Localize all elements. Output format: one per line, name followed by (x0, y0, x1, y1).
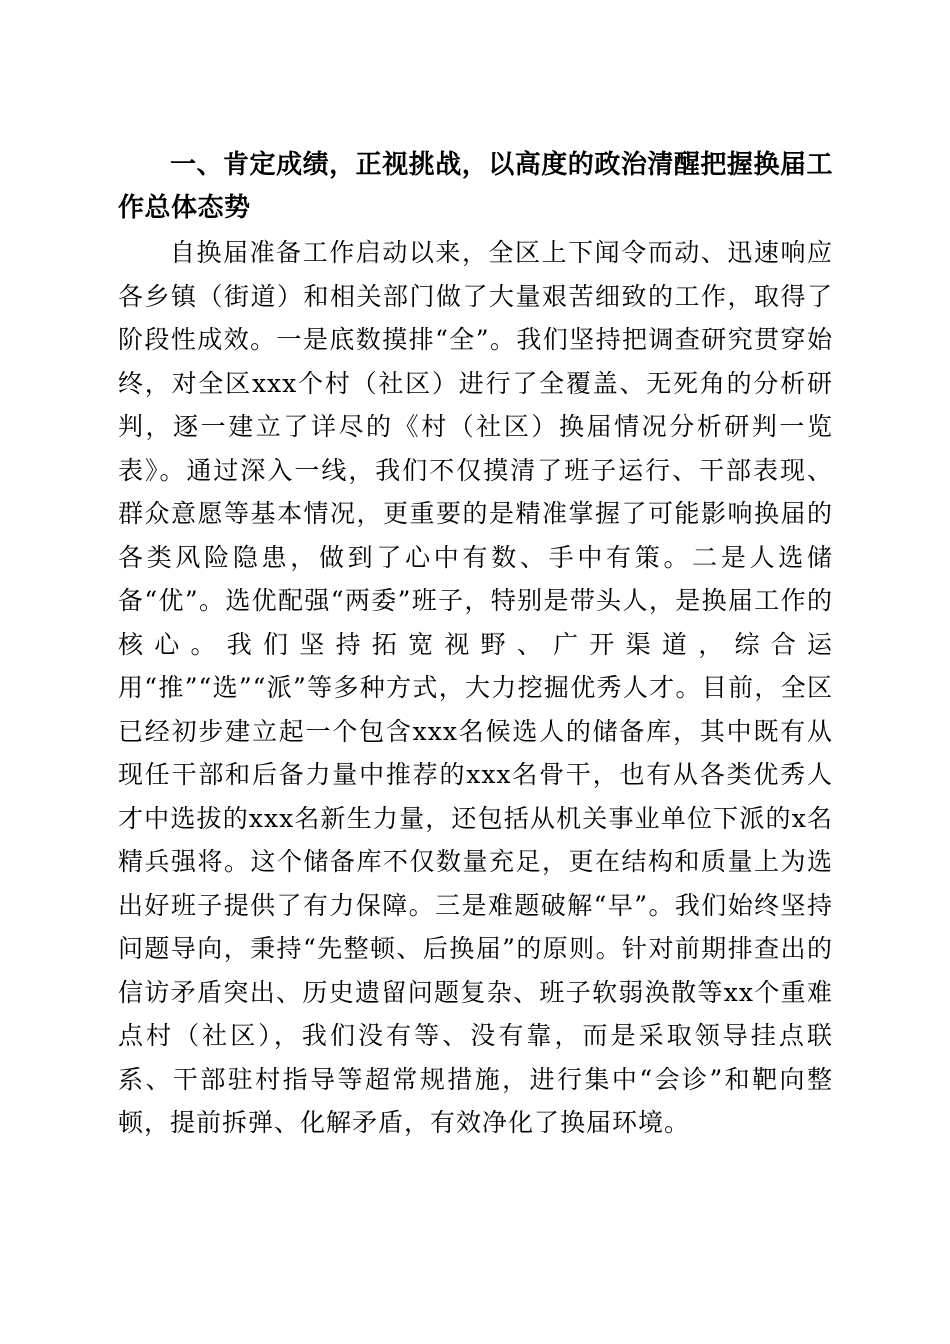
body-paragraph: 自换届准备工作启动以来，全区上下闻令而动、迅速响应各乡镇（街道）和相关部门做了大量艰苦细致的工作，取得了阶段性成效。一是底数摸排“全”。我们坚持把调查研究贯穿始终，对全区xxx个村（社区）进行了全覆盖、无死角的分析研判，逐一建立了详尽的《村（社区）换届情况分析研判一览表》。通过深入一线，我们不仅摸清了班子运行、干部表现、群众意愿等基本情况，更重要的是精准掌握了可能影响换届的各类风险隐患，做到了心中有数、手中有策。二是人选储备“优”。选优配强“两委”班子，特别是带头人，是换届工作的核心。我们坚持拓宽视野、广开渠道，综合运用“推”“选”“派”等多种方式，大力挖掘优秀人才。目前，全区已经初步建立起一个包含xxx名候选人的储备库，其中既有从现任干部和后备力量中推荐的xxx名骨干，也有从各类优秀人才中选拔的xxx名新生力量，还包括从机关事业单位下派的x名精兵强将。这个储备库不仅数量充足，更在结构和质量上为选出好班子提供了有力保障。三是难题破解“早”。我们始终坚持问题导向，秉持“先整顿、后换届”的原则。针对前期排查出的信访矛盾突出、历史遗留问题复杂、班子软弱涣散等xx个重难点村（社区），我们没有等、没有靠，而是采取领导挂点联系、干部驻村指导等超常规措施，进行集中“会诊”和靶向整顿，提前拆弹、化解矛盾，有效净化了换届环境。 (118, 238, 833, 1137)
section-heading: 一、肯定成绩，正视挑战，以高度的政治清醒把握换届工作总体态势 (118, 150, 833, 223)
